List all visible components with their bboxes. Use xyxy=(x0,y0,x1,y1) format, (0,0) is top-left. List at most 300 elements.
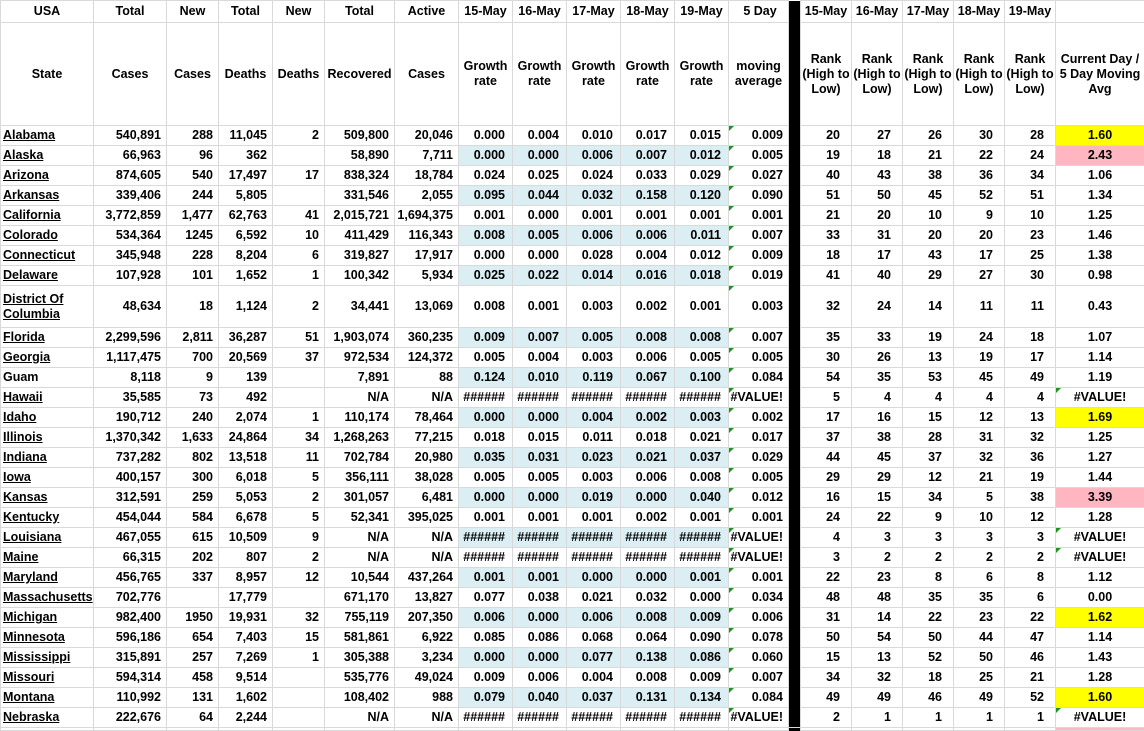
growth-rate-18may-cell[interactable]: 0.000 xyxy=(621,488,675,508)
growth-rate-19may-cell[interactable]: 0.120 xyxy=(675,186,729,206)
growth-rate-19may-cell[interactable]: 0.001 xyxy=(675,286,729,328)
recovered-cell[interactable]: 100,342 xyxy=(325,266,395,286)
new-cases-cell[interactable]: 1,477 xyxy=(167,206,219,226)
growth-rate-16may-cell[interactable]: 0.010 xyxy=(513,368,567,388)
new-cases-cell[interactable]: 257 xyxy=(167,648,219,668)
header-active-cases[interactable]: Cases xyxy=(395,23,459,126)
new-deaths-cell[interactable]: 9 xyxy=(273,528,325,548)
total-cases-cell[interactable]: 874,605 xyxy=(94,166,167,186)
header-rank-date-19may[interactable]: 19-May xyxy=(1005,1,1056,23)
state-cell[interactable] xyxy=(1,548,94,568)
state-cell[interactable] xyxy=(1,388,94,408)
total-deaths-cell[interactable]: 9,514 xyxy=(219,668,273,688)
rank-18may-cell[interactable]: 52 xyxy=(954,186,1005,206)
growth-rate-16may-cell[interactable]: 0.086 xyxy=(513,628,567,648)
growth-rate-16may-cell[interactable]: 0.025 xyxy=(513,166,567,186)
growth-rate-15may-cell[interactable]: 0.000 xyxy=(459,246,513,266)
rank-18may-cell[interactable]: 25 xyxy=(954,668,1005,688)
growth-rate-16may-cell[interactable]: 0.038 xyxy=(513,588,567,608)
active-cases-cell[interactable]: 78,464 xyxy=(395,408,459,428)
growth-rate-19may-cell[interactable]: 0.008 xyxy=(675,468,729,488)
rank-18may-cell[interactable]: 35 xyxy=(954,588,1005,608)
current-ratio-cell[interactable]: #VALUE! xyxy=(1056,388,1144,408)
state-cell[interactable] xyxy=(1,186,94,206)
growth-rate-15may-cell[interactable]: 0.006 xyxy=(459,608,513,628)
total-deaths-cell[interactable]: 5,805 xyxy=(219,186,273,206)
rank-17may-cell[interactable]: 34 xyxy=(903,488,954,508)
growth-rate-16may-cell[interactable]: 0.005 xyxy=(513,226,567,246)
new-deaths-cell[interactable]: 12 xyxy=(273,568,325,588)
total-cases-cell[interactable]: 110,992 xyxy=(94,688,167,708)
state-cell[interactable] xyxy=(1,246,94,266)
rank-17may-cell[interactable]: 26 xyxy=(903,126,954,146)
moving-average-cell[interactable]: 0.084 xyxy=(729,368,789,388)
total-cases-cell[interactable]: 702,776 xyxy=(94,588,167,608)
total-cases-cell[interactable]: 222,676 xyxy=(94,708,167,728)
growth-rate-17may-cell[interactable]: 0.011 xyxy=(567,428,621,448)
current-ratio-cell[interactable]: 1.27 xyxy=(1056,448,1144,468)
new-deaths-cell[interactable]: 6 xyxy=(273,246,325,266)
active-cases-cell[interactable]: N/A xyxy=(395,528,459,548)
state-cell[interactable] xyxy=(1,428,94,448)
active-cases-cell[interactable]: 5,934 xyxy=(395,266,459,286)
new-cases-cell[interactable]: 2,811 xyxy=(167,328,219,348)
growth-rate-16may-cell[interactable]: 0.000 xyxy=(513,608,567,628)
new-cases-cell[interactable]: 802 xyxy=(167,448,219,468)
growth-rate-17may-cell[interactable]: 0.006 xyxy=(567,608,621,628)
moving-average-cell[interactable]: 0.084 xyxy=(729,688,789,708)
header-recovered[interactable]: Recovered xyxy=(325,23,395,126)
growth-rate-19may-cell[interactable]: 0.008 xyxy=(675,328,729,348)
current-ratio-cell[interactable]: 1.12 xyxy=(1056,568,1144,588)
rank-18may-cell[interactable]: 2 xyxy=(954,548,1005,568)
growth-rate-17may-cell[interactable]: 0.003 xyxy=(567,348,621,368)
state-name[interactable]: Idaho xyxy=(3,410,36,424)
recovered-cell[interactable]: 838,324 xyxy=(325,166,395,186)
growth-rate-15may-cell[interactable]: 0.018 xyxy=(459,428,513,448)
growth-rate-19may-cell[interactable]: 0.021 xyxy=(675,428,729,448)
growth-rate-15may-cell[interactable]: 0.000 xyxy=(459,648,513,668)
growth-rate-16may-cell[interactable]: 0.004 xyxy=(513,126,567,146)
growth-rate-15may-cell[interactable]: 0.009 xyxy=(459,668,513,688)
growth-rate-16may-cell[interactable]: 0.000 xyxy=(513,648,567,668)
header-new-cases-group[interactable]: New xyxy=(167,1,219,23)
state-name[interactable]: Florida xyxy=(3,330,45,344)
recovered-cell[interactable]: N/A xyxy=(325,548,395,568)
state-name[interactable]: Mississippi xyxy=(3,650,70,664)
rank-19may-cell[interactable]: 21 xyxy=(1005,668,1056,688)
moving-average-cell[interactable]: 0.007 xyxy=(729,328,789,348)
recovered-cell[interactable]: 1,903,074 xyxy=(325,328,395,348)
growth-rate-18may-cell[interactable]: 0.021 xyxy=(621,448,675,468)
growth-rate-18may-cell[interactable]: ###### xyxy=(621,528,675,548)
rank-17may-cell[interactable]: 13 xyxy=(903,348,954,368)
new-cases-cell[interactable]: 228 xyxy=(167,246,219,266)
new-deaths-cell[interactable]: 1 xyxy=(273,648,325,668)
active-cases-cell[interactable]: 437,264 xyxy=(395,568,459,588)
rank-17may-cell[interactable]: 29 xyxy=(903,266,954,286)
current-ratio-cell[interactable]: 0.98 xyxy=(1056,266,1144,286)
new-deaths-cell[interactable]: 2 xyxy=(273,126,325,146)
new-cases-cell[interactable]: 615 xyxy=(167,528,219,548)
rank-15may-cell[interactable]: 34 xyxy=(801,668,852,688)
header-growth-date-17may[interactable]: 17-May xyxy=(567,1,621,23)
growth-rate-19may-cell[interactable]: 0.029 xyxy=(675,166,729,186)
active-cases-cell[interactable]: 13,069 xyxy=(395,286,459,328)
rank-17may-cell[interactable]: 19 xyxy=(903,328,954,348)
rank-17may-cell[interactable]: 53 xyxy=(903,368,954,388)
state-cell[interactable] xyxy=(1,688,94,708)
state-name[interactable]: Kentucky xyxy=(3,510,59,524)
total-cases-cell[interactable]: 454,044 xyxy=(94,508,167,528)
active-cases-cell[interactable]: 2,055 xyxy=(395,186,459,206)
growth-rate-18may-cell[interactable]: 0.131 xyxy=(621,688,675,708)
rank-16may-cell[interactable]: 20 xyxy=(852,206,903,226)
recovered-cell[interactable]: N/A xyxy=(325,708,395,728)
rank-19may-cell[interactable]: 24 xyxy=(1005,146,1056,166)
recovered-cell[interactable]: 7,891 xyxy=(325,368,395,388)
rank-17may-cell[interactable]: 10 xyxy=(903,206,954,226)
new-deaths-cell[interactable]: 10 xyxy=(273,226,325,246)
state-cell[interactable] xyxy=(1,608,94,628)
rank-17may-cell[interactable]: 2 xyxy=(903,548,954,568)
header-new-deaths-group[interactable]: New xyxy=(273,1,325,23)
growth-rate-17may-cell[interactable]: 0.001 xyxy=(567,206,621,226)
growth-rate-16may-cell[interactable]: ###### xyxy=(513,548,567,568)
growth-rate-17may-cell[interactable]: ###### xyxy=(567,528,621,548)
moving-average-cell[interactable]: 0.005 xyxy=(729,348,789,368)
state-cell[interactable] xyxy=(1,488,94,508)
rank-18may-cell[interactable]: 5 xyxy=(954,488,1005,508)
moving-average-cell[interactable]: 0.090 xyxy=(729,186,789,206)
growth-rate-17may-cell[interactable]: 0.077 xyxy=(567,648,621,668)
total-cases-cell[interactable]: 339,406 xyxy=(94,186,167,206)
moving-average-cell[interactable]: 0.029 xyxy=(729,448,789,468)
growth-rate-19may-cell[interactable]: 0.086 xyxy=(675,648,729,668)
growth-rate-15may-cell[interactable]: 0.085 xyxy=(459,628,513,648)
growth-rate-15may-cell[interactable]: 0.001 xyxy=(459,568,513,588)
header-growth-rate-15may[interactable]: Growth rate xyxy=(459,23,513,126)
new-deaths-cell[interactable]: 37 xyxy=(273,348,325,368)
rank-18may-cell[interactable]: 22 xyxy=(954,146,1005,166)
recovered-cell[interactable]: 702,784 xyxy=(325,448,395,468)
growth-rate-17may-cell[interactable]: 0.021 xyxy=(567,588,621,608)
growth-rate-16may-cell[interactable]: 0.000 xyxy=(513,206,567,226)
growth-rate-15may-cell[interactable]: 0.008 xyxy=(459,286,513,328)
rank-18may-cell[interactable]: 12 xyxy=(954,408,1005,428)
current-ratio-cell[interactable]: 1.14 xyxy=(1056,348,1144,368)
recovered-cell[interactable]: N/A xyxy=(325,388,395,408)
rank-17may-cell[interactable]: 45 xyxy=(903,186,954,206)
total-deaths-cell[interactable]: 11,045 xyxy=(219,126,273,146)
rank-16may-cell[interactable]: 50 xyxy=(852,186,903,206)
growth-rate-19may-cell[interactable]: 0.005 xyxy=(675,348,729,368)
rank-15may-cell[interactable]: 4 xyxy=(801,528,852,548)
new-deaths-cell[interactable] xyxy=(273,588,325,608)
growth-rate-19may-cell[interactable]: 0.015 xyxy=(675,126,729,146)
total-deaths-cell[interactable]: 62,763 xyxy=(219,206,273,226)
rank-19may-cell[interactable]: 4 xyxy=(1005,388,1056,408)
total-cases-cell[interactable]: 400,157 xyxy=(94,468,167,488)
rank-18may-cell[interactable]: 11 xyxy=(954,286,1005,328)
growth-rate-17may-cell[interactable]: 0.010 xyxy=(567,126,621,146)
rank-19may-cell[interactable]: 51 xyxy=(1005,186,1056,206)
current-ratio-cell[interactable]: 1.60 xyxy=(1056,126,1144,146)
rank-16may-cell[interactable]: 49 xyxy=(852,688,903,708)
state-name[interactable]: Illinois xyxy=(3,430,43,444)
growth-rate-19may-cell[interactable]: 0.040 xyxy=(675,488,729,508)
rank-18may-cell[interactable]: 9 xyxy=(954,206,1005,226)
header-growth-date-15may[interactable]: 15-May xyxy=(459,1,513,23)
state-name[interactable]: Delaware xyxy=(3,268,58,282)
active-cases-cell[interactable]: 49,024 xyxy=(395,668,459,688)
rank-17may-cell[interactable]: 9 xyxy=(903,508,954,528)
state-name[interactable]: Indiana xyxy=(3,450,47,464)
growth-rate-16may-cell[interactable]: 0.007 xyxy=(513,328,567,348)
total-cases-cell[interactable]: 312,591 xyxy=(94,488,167,508)
header-total-cases-group[interactable]: Total xyxy=(94,1,167,23)
rank-18may-cell[interactable]: 6 xyxy=(954,568,1005,588)
new-deaths-cell[interactable] xyxy=(273,688,325,708)
current-ratio-cell[interactable]: 1.44 xyxy=(1056,468,1144,488)
growth-rate-19may-cell[interactable]: 0.000 xyxy=(675,588,729,608)
total-deaths-cell[interactable]: 1,602 xyxy=(219,688,273,708)
state-name[interactable]: Hawaii xyxy=(3,390,43,404)
total-cases-cell[interactable]: 66,963 xyxy=(94,146,167,166)
growth-rate-16may-cell[interactable]: 0.015 xyxy=(513,428,567,448)
rank-19may-cell[interactable]: 13 xyxy=(1005,408,1056,428)
state-cell[interactable] xyxy=(1,328,94,348)
growth-rate-16may-cell[interactable]: 0.001 xyxy=(513,568,567,588)
new-deaths-cell[interactable]: 41 xyxy=(273,206,325,226)
new-cases-cell[interactable]: 700 xyxy=(167,348,219,368)
moving-average-cell[interactable]: 0.007 xyxy=(729,668,789,688)
rank-15may-cell[interactable]: 40 xyxy=(801,166,852,186)
state-name[interactable]: Arizona xyxy=(3,168,49,182)
rank-19may-cell[interactable]: 19 xyxy=(1005,468,1056,488)
growth-rate-16may-cell[interactable]: 0.006 xyxy=(513,668,567,688)
rank-19may-cell[interactable]: 10 xyxy=(1005,206,1056,226)
active-cases-cell[interactable]: 395,025 xyxy=(395,508,459,528)
header-moving-average[interactable]: moving average xyxy=(729,23,789,126)
rank-16may-cell[interactable]: 13 xyxy=(852,648,903,668)
new-cases-cell[interactable]: 73 xyxy=(167,388,219,408)
rank-15may-cell[interactable]: 16 xyxy=(801,488,852,508)
total-deaths-cell[interactable]: 2,074 xyxy=(219,408,273,428)
current-ratio-cell[interactable]: #VALUE! xyxy=(1056,548,1144,568)
current-ratio-cell[interactable]: 1.43 xyxy=(1056,648,1144,668)
rank-18may-cell[interactable]: 49 xyxy=(954,688,1005,708)
rank-19may-cell[interactable]: 47 xyxy=(1005,628,1056,648)
state-name[interactable]: Alaska xyxy=(3,148,43,162)
state-cell[interactable] xyxy=(1,708,94,728)
rank-15may-cell[interactable]: 37 xyxy=(801,428,852,448)
recovered-cell[interactable]: 755,119 xyxy=(325,608,395,628)
state-cell[interactable] xyxy=(1,448,94,468)
header-rank-date-17may[interactable]: 17-May xyxy=(903,1,954,23)
rank-16may-cell[interactable]: 18 xyxy=(852,146,903,166)
growth-rate-15may-cell[interactable]: 0.079 xyxy=(459,688,513,708)
total-deaths-cell[interactable]: 24,864 xyxy=(219,428,273,448)
state-name[interactable]: Alabama xyxy=(3,128,55,142)
header-rank-19may[interactable]: Rank (High to Low) xyxy=(1005,23,1056,126)
rank-17may-cell[interactable]: 8 xyxy=(903,568,954,588)
total-cases-cell[interactable]: 456,765 xyxy=(94,568,167,588)
new-deaths-cell[interactable]: 34 xyxy=(273,428,325,448)
growth-rate-17may-cell[interactable]: 0.003 xyxy=(567,286,621,328)
growth-rate-17may-cell[interactable]: 0.006 xyxy=(567,226,621,246)
rank-15may-cell[interactable]: 24 xyxy=(801,508,852,528)
rank-16may-cell[interactable]: 43 xyxy=(852,166,903,186)
rank-15may-cell[interactable]: 20 xyxy=(801,126,852,146)
total-deaths-cell[interactable]: 19,931 xyxy=(219,608,273,628)
total-cases-cell[interactable]: 315,891 xyxy=(94,648,167,668)
recovered-cell[interactable]: 58,890 xyxy=(325,146,395,166)
rank-19may-cell[interactable]: 2 xyxy=(1005,548,1056,568)
rank-18may-cell[interactable]: 19 xyxy=(954,348,1005,368)
recovered-cell[interactable]: N/A xyxy=(325,528,395,548)
current-ratio-cell[interactable]: 1.07 xyxy=(1056,328,1144,348)
rank-15may-cell[interactable]: 32 xyxy=(801,286,852,328)
growth-rate-17may-cell[interactable]: 0.014 xyxy=(567,266,621,286)
state-cell[interactable] xyxy=(1,126,94,146)
state-cell[interactable] xyxy=(1,668,94,688)
new-cases-cell[interactable]: 540 xyxy=(167,166,219,186)
state-name[interactable]: Maryland xyxy=(3,570,58,584)
current-ratio-cell[interactable]: #VALUE! xyxy=(1056,708,1144,728)
new-cases-cell[interactable]: 202 xyxy=(167,548,219,568)
growth-rate-15may-cell[interactable]: ###### xyxy=(459,548,513,568)
rank-17may-cell[interactable]: 37 xyxy=(903,448,954,468)
total-cases-cell[interactable]: 190,712 xyxy=(94,408,167,428)
rank-19may-cell[interactable]: 11 xyxy=(1005,286,1056,328)
total-deaths-cell[interactable]: 8,957 xyxy=(219,568,273,588)
rank-16may-cell[interactable]: 17 xyxy=(852,246,903,266)
growth-rate-17may-cell[interactable]: 0.004 xyxy=(567,408,621,428)
rank-19may-cell[interactable]: 17 xyxy=(1005,348,1056,368)
growth-rate-15may-cell[interactable]: ###### xyxy=(459,708,513,728)
growth-rate-17may-cell[interactable]: 0.023 xyxy=(567,448,621,468)
state-cell[interactable] xyxy=(1,348,94,368)
rank-17may-cell[interactable]: 1 xyxy=(903,708,954,728)
total-deaths-cell[interactable]: 6,018 xyxy=(219,468,273,488)
state-name[interactable]: California xyxy=(3,208,61,222)
rank-18may-cell[interactable]: 23 xyxy=(954,608,1005,628)
moving-average-cell[interactable]: 0.003 xyxy=(729,286,789,328)
active-cases-cell[interactable]: N/A xyxy=(395,548,459,568)
growth-rate-19may-cell[interactable]: 0.134 xyxy=(675,688,729,708)
state-name[interactable]: Montana xyxy=(3,690,54,704)
header-growth-rate-18may[interactable]: Growth rate xyxy=(621,23,675,126)
moving-average-cell[interactable]: 0.005 xyxy=(729,468,789,488)
growth-rate-18may-cell[interactable]: 0.067 xyxy=(621,368,675,388)
growth-rate-18may-cell[interactable]: 0.000 xyxy=(621,568,675,588)
state-name[interactable]: Georgia xyxy=(3,350,50,364)
total-deaths-cell[interactable]: 362 xyxy=(219,146,273,166)
current-ratio-cell[interactable]: 3.39 xyxy=(1056,488,1144,508)
state-cell[interactable] xyxy=(1,266,94,286)
rank-17may-cell[interactable]: 14 xyxy=(903,286,954,328)
current-ratio-cell[interactable]: 1.60 xyxy=(1056,688,1144,708)
moving-average-cell[interactable]: #VALUE! xyxy=(729,548,789,568)
rank-15may-cell[interactable]: 41 xyxy=(801,266,852,286)
rank-18may-cell[interactable]: 50 xyxy=(954,648,1005,668)
moving-average-cell[interactable]: 0.001 xyxy=(729,206,789,226)
header-total-deaths-group[interactable]: Total xyxy=(219,1,273,23)
growth-rate-18may-cell[interactable]: 0.008 xyxy=(621,608,675,628)
growth-rate-18may-cell[interactable]: 0.138 xyxy=(621,648,675,668)
rank-15may-cell[interactable]: 15 xyxy=(801,648,852,668)
rank-19may-cell[interactable]: 46 xyxy=(1005,648,1056,668)
active-cases-cell[interactable]: 7,711 xyxy=(395,146,459,166)
rank-17may-cell[interactable]: 21 xyxy=(903,146,954,166)
growth-rate-15may-cell[interactable]: ###### xyxy=(459,528,513,548)
rank-18may-cell[interactable]: 10 xyxy=(954,508,1005,528)
total-deaths-cell[interactable]: 139 xyxy=(219,368,273,388)
header-rank-16may[interactable]: Rank (High to Low) xyxy=(852,23,903,126)
moving-average-cell[interactable]: 0.034 xyxy=(729,588,789,608)
growth-rate-18may-cell[interactable]: 0.064 xyxy=(621,628,675,648)
new-deaths-cell[interactable] xyxy=(273,146,325,166)
moving-average-cell[interactable]: 0.001 xyxy=(729,508,789,528)
rank-15may-cell[interactable]: 5 xyxy=(801,388,852,408)
state-name[interactable]: Louisiana xyxy=(3,530,61,544)
growth-rate-15may-cell[interactable]: 0.000 xyxy=(459,126,513,146)
rank-15may-cell[interactable]: 18 xyxy=(801,246,852,266)
growth-rate-17may-cell[interactable]: 0.028 xyxy=(567,246,621,266)
rank-18may-cell[interactable]: 27 xyxy=(954,266,1005,286)
growth-rate-17may-cell[interactable]: 0.037 xyxy=(567,688,621,708)
header-new-deaths[interactable]: Deaths xyxy=(273,23,325,126)
moving-average-cell[interactable]: 0.012 xyxy=(729,488,789,508)
growth-rate-16may-cell[interactable]: 0.000 xyxy=(513,488,567,508)
state-name[interactable]: Nebraska xyxy=(3,710,59,724)
moving-average-cell[interactable]: #VALUE! xyxy=(729,388,789,408)
growth-rate-17may-cell[interactable]: 0.032 xyxy=(567,186,621,206)
current-ratio-cell[interactable]: 1.46 xyxy=(1056,226,1144,246)
active-cases-cell[interactable]: 18,784 xyxy=(395,166,459,186)
rank-19may-cell[interactable]: 1 xyxy=(1005,708,1056,728)
growth-rate-19may-cell[interactable]: 0.090 xyxy=(675,628,729,648)
moving-average-cell[interactable]: 0.005 xyxy=(729,146,789,166)
header-state[interactable]: State xyxy=(1,23,94,126)
active-cases-cell[interactable]: 38,028 xyxy=(395,468,459,488)
growth-rate-15may-cell[interactable]: 0.008 xyxy=(459,226,513,246)
new-deaths-cell[interactable]: 5 xyxy=(273,468,325,488)
new-cases-cell[interactable]: 1950 xyxy=(167,608,219,628)
new-cases-cell[interactable]: 584 xyxy=(167,508,219,528)
state-cell[interactable] xyxy=(1,146,94,166)
new-deaths-cell[interactable]: 2 xyxy=(273,488,325,508)
moving-average-cell[interactable]: #VALUE! xyxy=(729,528,789,548)
rank-19may-cell[interactable]: 23 xyxy=(1005,226,1056,246)
active-cases-cell[interactable]: N/A xyxy=(395,708,459,728)
new-cases-cell[interactable]: 458 xyxy=(167,668,219,688)
growth-rate-16may-cell[interactable]: 0.000 xyxy=(513,408,567,428)
state-name[interactable]: Minnesota xyxy=(3,630,65,644)
state-name[interactable]: Colorado xyxy=(3,228,58,242)
rank-15may-cell[interactable]: 19 xyxy=(801,146,852,166)
recovered-cell[interactable]: 411,429 xyxy=(325,226,395,246)
state-cell[interactable] xyxy=(1,166,94,186)
growth-rate-17may-cell[interactable]: 0.019 xyxy=(567,488,621,508)
growth-rate-16may-cell[interactable]: 0.005 xyxy=(513,468,567,488)
state-cell[interactable] xyxy=(1,408,94,428)
recovered-cell[interactable]: 581,861 xyxy=(325,628,395,648)
header-growth-rate-19may[interactable]: Growth rate xyxy=(675,23,729,126)
growth-rate-19may-cell[interactable]: 0.003 xyxy=(675,408,729,428)
new-cases-cell[interactable]: 64 xyxy=(167,708,219,728)
